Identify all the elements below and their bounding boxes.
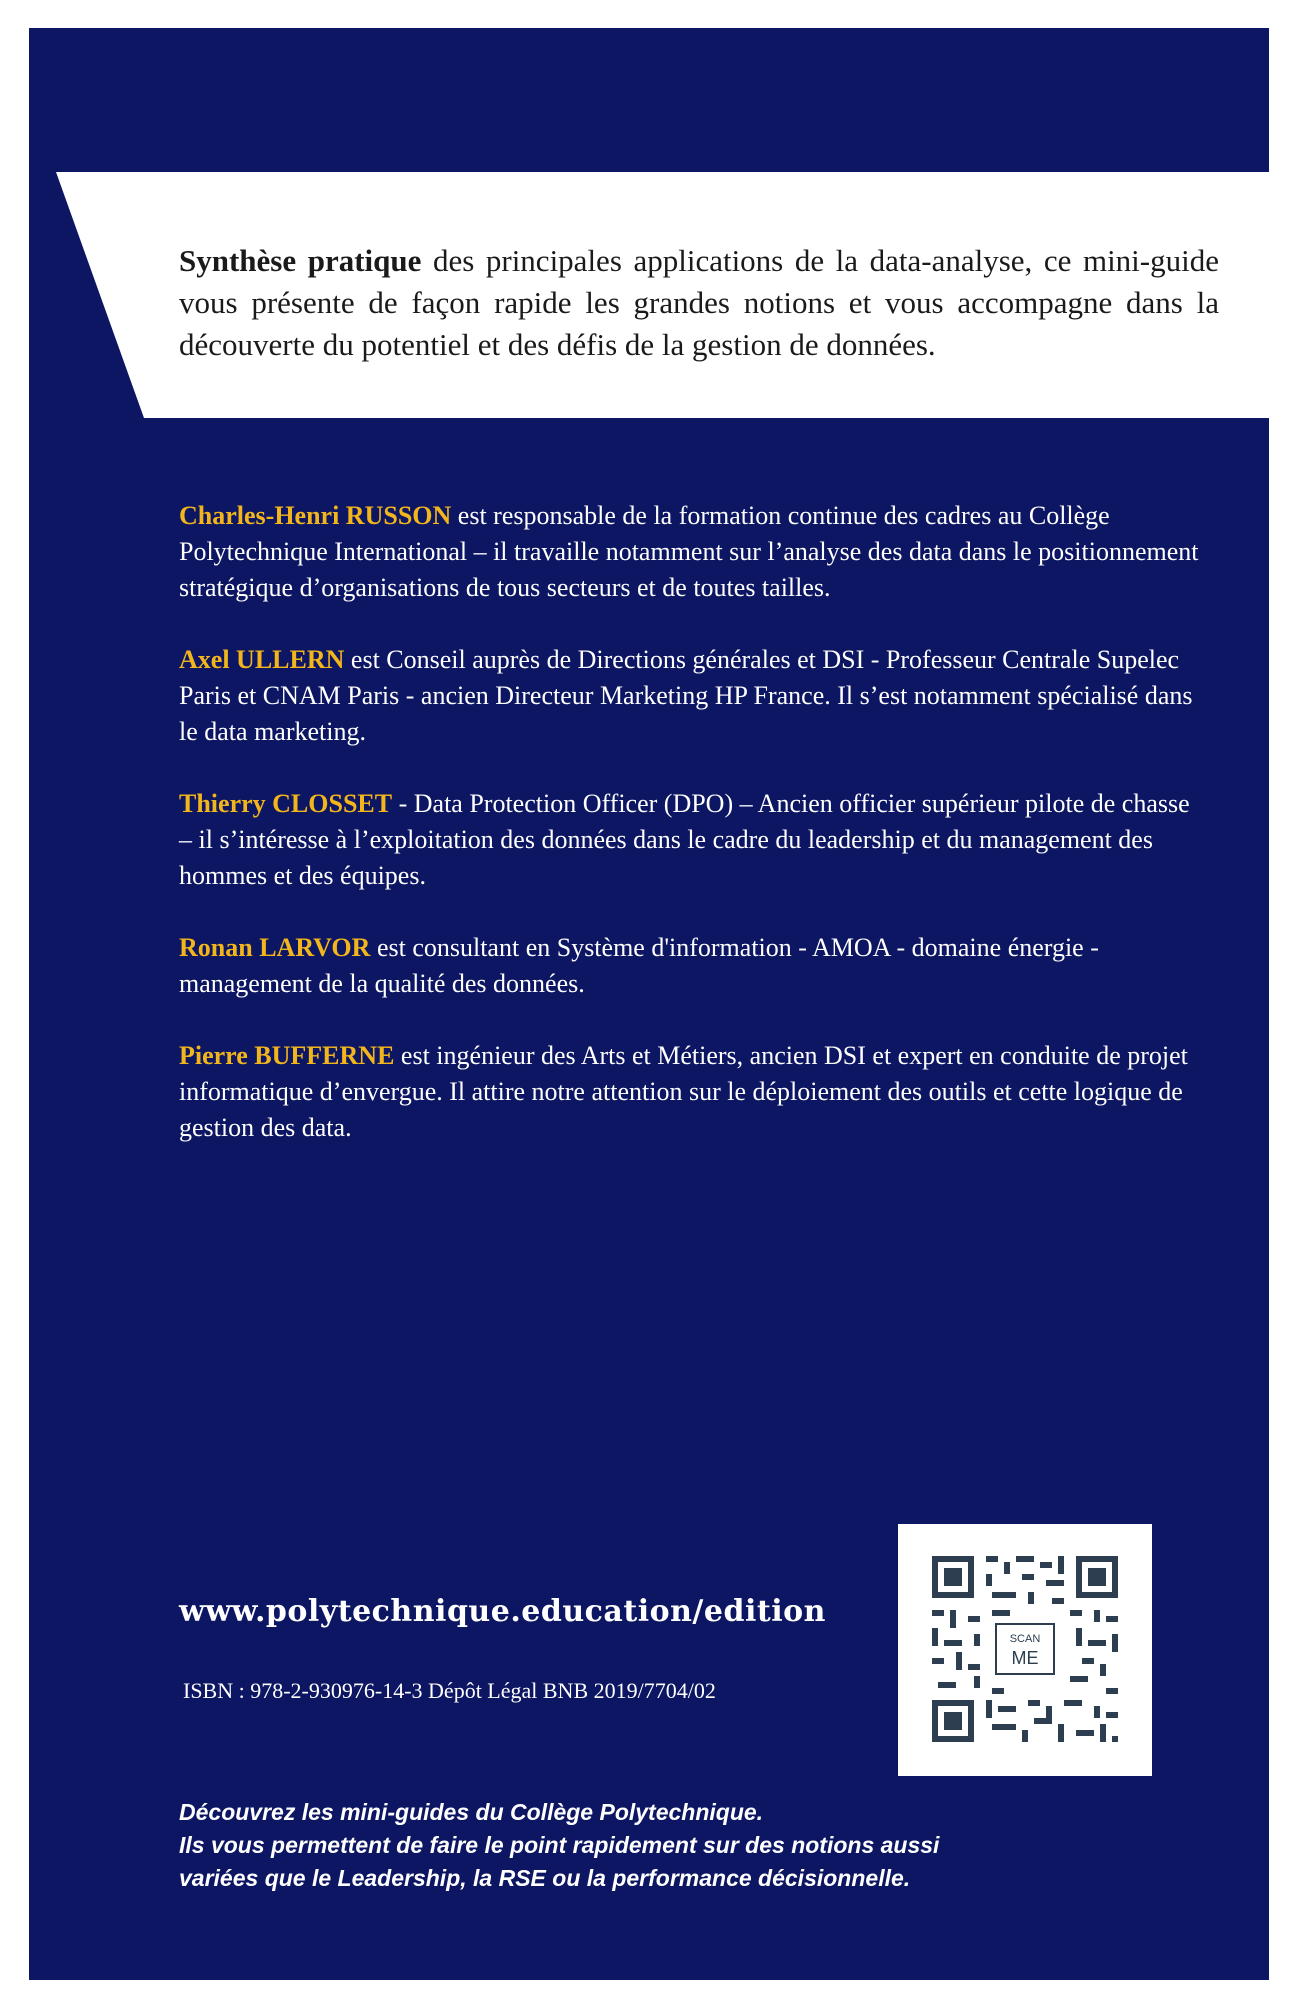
author-bio [179,786,1209,894]
author-bio [179,930,1209,1002]
isbn-text: ISBN : 978-2-930976-14-3 Dépôt Légal BNB 2019/7704/02 [183,1678,716,1703]
author-description: - Data Protection Officer (DPO) – Ancien officier supérieur pilote de chasse – il s’intéresse à l’exploitation des données dans le cadre du leadership et du management des hommes et des équipes. [179,789,1190,890]
footer-note [179,1796,1179,1895]
author-bio [179,498,1209,606]
author-name: Pierre BUFFERNE [179,1041,395,1070]
website-link[interactable]: www.polytechnique.education/edition [179,1594,826,1629]
author-name: Charles-Henri RUSSON [179,501,452,530]
author-description: est consultant en Système d'information - AMOA - domaine énergie - management de la qualité des données. [179,933,1099,998]
author-description: est responsable de la formation continue des cadres au Collège Polytechnique International – il travaille notamment sur l’analyse des data dans le positionnement stratégique d’organisations de tous secteurs et de toutes tailles. [179,501,1199,602]
qr-badge-bottom: ME [1011,1648,1039,1668]
footer-line: Découvrez les mini-guides du Collège Polytechnique. [179,1799,764,1825]
summary-text [179,240,1219,366]
author-description: est ingénieur des Arts et Métiers, ancien DSI et expert en conduite de projet informatique d’envergue. Il attire notre attention sur le déploiement des outils et cette logique de gestion des data. [179,1041,1188,1142]
summary-body: des principales applications de la data-analyse, ce mini-guide vous présente de façon rapide les grandes notions et vous accompagne dans la découverte du potentiel et des défis de la gestion de données. [179,243,1219,362]
footer-line: variées que le Leadership, la RSE ou la performance décisionnelle. [179,1865,911,1891]
qr-code[interactable] [898,1524,1152,1776]
author-bio [179,642,1209,750]
author-name: Axel ULLERN [179,645,345,674]
qr-code-icon [932,1556,1118,1742]
author-name: Thierry CLOSSET [179,789,393,818]
back-cover [29,28,1269,1980]
author-bios [179,498,1209,1182]
footer-line: Ils vous permettent de faire le point rapidement sur des notions aussi [179,1832,940,1858]
author-bio [179,1038,1209,1146]
qr-badge-top: SCAN [1009,1633,1041,1645]
author-name: Ronan LARVOR [179,933,371,962]
summary-lead: Synthèse pratique [179,243,422,278]
author-description: est Conseil auprès de Directions générales et DSI - Professeur Centrale Supelec Paris et CNAM Paris - ancien Directeur Marketing HP France. Il s’est notamment spécialisé dans le data marketing. [179,645,1193,746]
